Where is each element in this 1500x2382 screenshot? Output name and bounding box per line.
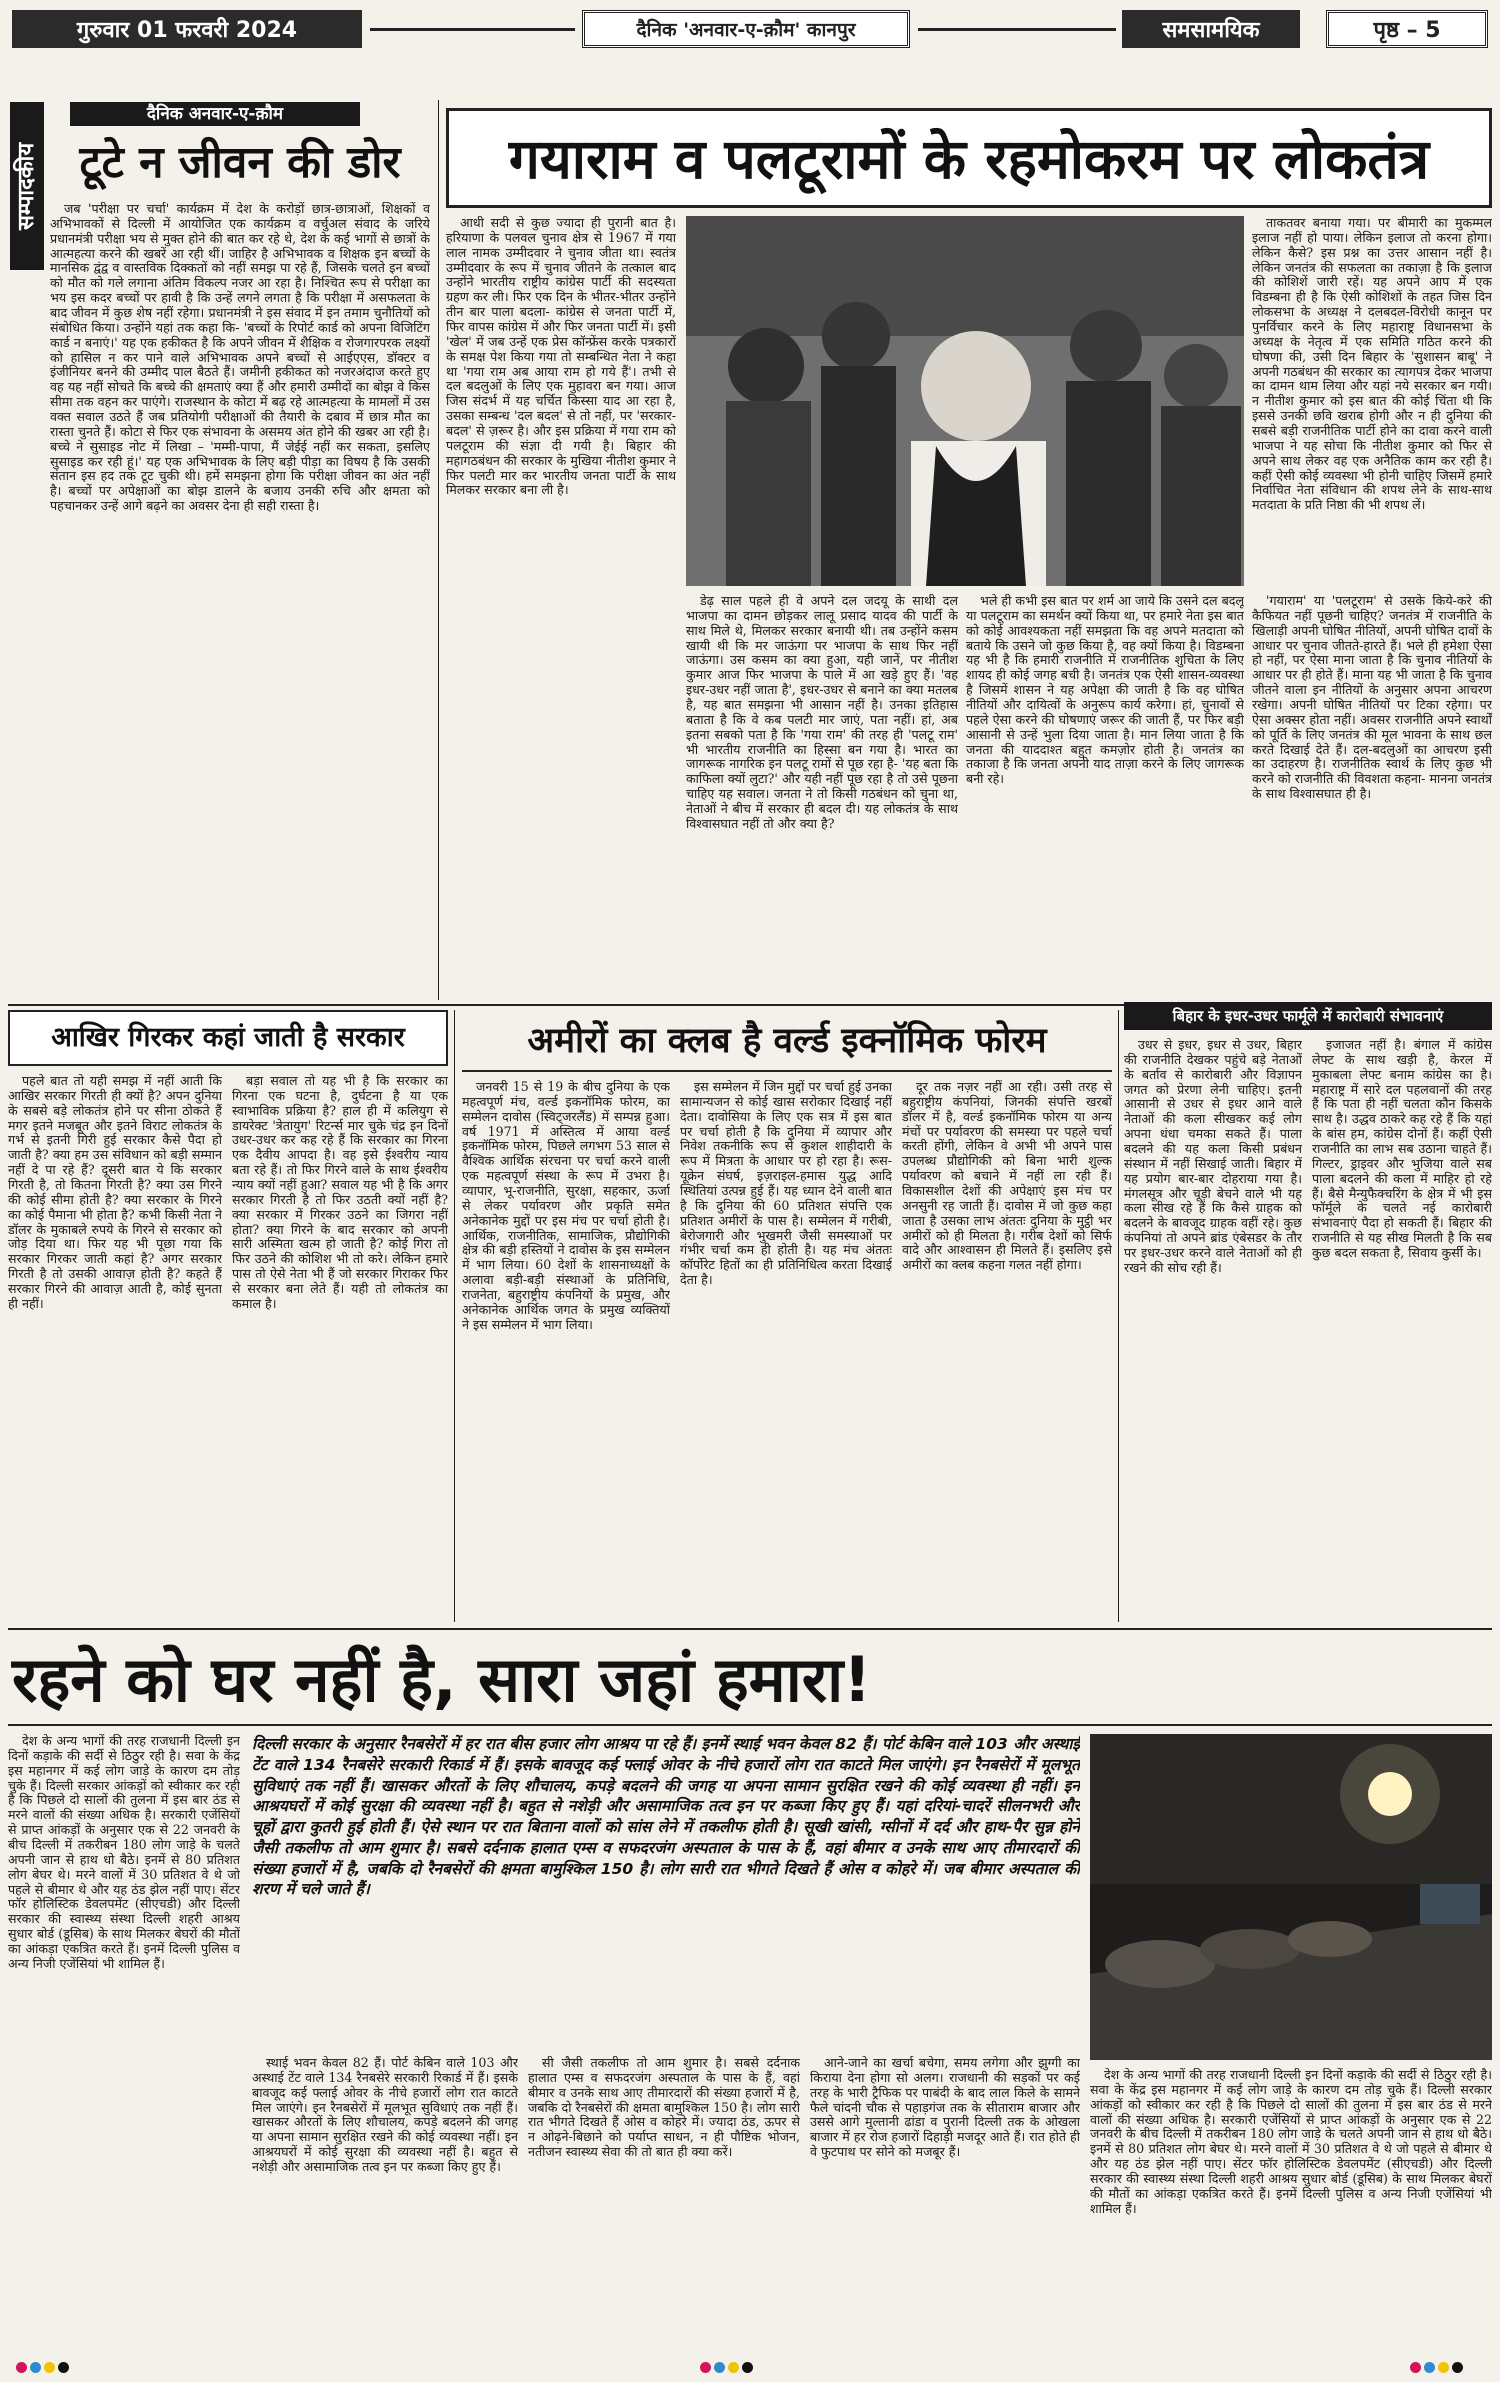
- ghar-text-1: देश के अन्य भागों की तरह राजधानी दिल्ली इन दिनों कड़ाके की सर्दी से ठिठुर रही है। सवा के केंद्र इस महानगर में कई लोग जाड़े के कारण दम तोड़ चुके हैं। दिल्ली सरकार आंकड़ों को स्वीकार कर रही है कि पिछले दो सालों की तुलना में इस बार ठंड से मरने वालों की संख्या अधिक है। सरकारी एजेंसियों से प्राप्त आंकड़ों के अनुसार एक से 22 जनवरी के बीच दिल्ली में तकरीबन 180 लोग जाड़े के चलते अपनी जान से हाथ धो बैठे। इनमें से 80 प्रतिशत लोग बेघर थे। मरने वालों में 30 प्रतिशत वे थे जो पहले से बीमार थे और यह ठंड झेल नहीं पाए। सेंटर फॉर होलिस्टिक डेवलपमेंट (सीएचडी) और दिल्ली सरकार की स्वास्थ्य संस्था दिल्ली शहरी आश्रय सुधार बोर्ड (डूसिब) के साथ मिलकर बेघरों की मौतों का आंकड़ा एकत्रित करते हैं। इनमें दिल्ली पुलिस व अन्य निजी एजेंसियां भी शामिल हैं।: [8, 1734, 240, 1971]
- ghar-text-5: देश के अन्य भागों की तरह राजधानी दिल्ली इन दिनों कड़ाके की सर्दी से ठिठुर रही है। सवा के केंद्र इस महानगर में कई लोग जाड़े के कारण दम तोड़ चुके हैं। दिल्ली सरकार आंकड़ों को स्वीकार कर रही है कि पिछले दो सालों की तुलना में इस बार ठंड से मरने वालों की संख्या अधिक है। सरकारी एजेंसियों से प्राप्त आंकड़ों के अनुसार एक से 22 जनवरी के बीच दिल्ली में तकरीबन 180 लोग जाड़े के चलते अपनी जान से हाथ धो बैठे। इनमें से 80 प्रतिशत लोग बेघर थे। मरने वालों में 30 प्रतिशत वे थे जो पहले से बीमार थे और यह ठंड झेल नहीं पाए। सेंटर फॉर होलिस्टिक डेवलपमेंट (सीएचडी) और दिल्ली सरकार की स्वास्थ्य संस्था दिल्ली शहरी आश्रय सुधार बोर्ड (डूसिब) के साथ मिलकर बेघरों की मौतों का आंकड़ा एकत्रित करते हैं। इनमें दिल्ली पुलिस व अन्य निजी एजेंसियां भी शामिल हैं।: [1090, 2068, 1492, 2216]
- registration-dot: [714, 2362, 725, 2373]
- lead-column-2: [686, 594, 958, 1000]
- registration-dot: [16, 2362, 27, 2373]
- column-rule: [454, 1010, 455, 1622]
- registration-dot: [30, 2362, 41, 2373]
- ghar-text-4: आने-जाने का खर्चा बचेगा, समय लगेगा और झुग्गी का किराया देना होगा सो अलग। राजधानी की सड़कों पर कई तरह के भारी ट्रैफिक पर पाबंदी के बाद लाल किले के सामने फैले चांदनी चौक से पहाड़गंज तक के सीताराम बाजार और उससे आगे मुल्तानी ढांडा व पुरानी दिल्ली तक के ओखला बाजार में हर रोज हजारों दिहाड़ी मजदूर आते हैं। रात होते ही वे फुटपाथ पर सोने को मजबूर हैं।: [810, 2056, 1080, 2160]
- sarkar-column-1: [8, 1074, 222, 1620]
- lead-column-3: [966, 594, 1244, 1000]
- editorial-body: [50, 202, 430, 1000]
- sarkar-column-2: [232, 1074, 448, 1620]
- editorial-text: जब 'परीक्षा पर चर्चा' कार्यक्रम में देश के करोड़ों छात्र-छात्राओं, शिक्षकों व अभिभावकों से दिल्ली में आयोजित एक कार्यक्रम व वर्चुअल संवाद के जरिये प्रधानमंत्री परीक्षा भय से मुक्त होने की बात कर रहे थे, देश के कई भागों से छात्रों के आत्महत्या करने की खबरें आ रही थीं। जाहिर है अभिभावक व शिक्षक इन बच्चों के मानसिक द्वंद्व व वास्तविक दिक्कतों को नहीं समझ पा रहे हैं, जिसके चलते इन बच्चों को मौत को गले लगाना अंतिम विकल्प नजर आ रहा है। निश्चित रूप से परीक्षा का भय इस कदर बच्चों पर हावी है कि उन्हें लगने लगता है कि परीक्षा में असफलता के बाद जीवन में कुछ शेष नहीं रहेगा। प्रधानमंत्री ने इस संवाद में इन तमाम चुनौतियों को संबोधित किया। उन्होंने यहां तक कहा कि- 'बच्चों के रिपोर्ट कार्ड को अपना विजिटिंग कार्ड न बनाएं।' यह एक हकीकत है कि अपने जीवन में शैक्षिक व रोजगारपरक लक्ष्यों को हासिल न कर पाने वाले अभिभावक अपने बच्चों से आईएएस, डॉक्टर व इंजीनियर बनने की उम्मीद पाल बैठते हैं। जमीनी हकीकत को नजरअंदाज करते हुए वह यह नहीं सोचते कि बच्चे की क्षमताएं क्या हैं और हमारी उम्मीदों का बोझ वे किस सीमा तक वहन कर पाएंगे। राजस्थान के कोटा में बढ़ रहे आत्महत्या के मामलों में उस वक्त सवाल उठते हैं जब प्रतियोगी परीक्षाओं की तैयारी के दबाव में छात्र मौत का रास्ता चुनते हैं। कोटा से फिर एक संभावना के असमय अंत होने की खबर आ रही है। बच्चे ने सुसाइड नोट में लिखा – 'मम्मी-पापा, मैं जेईई नहीं कर सकता, इसलिए सुसाइड कर रही हूं।' यह एक अभिभावक के लिए बड़ी पीड़ा का विषय है कि उसकी संतान इस हद तक टूट चुकी थी। हमें समझना होगा कि परीक्षा जीवन का अंत नहीं है। बच्चों पर अपेक्षाओं का बोझ डालने के बजाय उनकी रुचि और क्षमता को पहचानकर उन्हें आगे बढ़ने का अवसर देना ही सही रास्ता है।: [50, 202, 430, 514]
- lead-column-1: [446, 216, 676, 1000]
- registration-dot: [1424, 2362, 1435, 2373]
- lead-text-4: 'गयाराम' या 'पलटूराम' से उसके किये-करे की कैफियत नहीं पूछनी चाहिए? जनतंत्र में राजनीति के खिलाड़ी अपनी घोषित नीतियों, अपनी घोषित दावों के आधार पर चुनाव जीतते-हारते हैं। भले ही हमेशा ऐसा हो नहीं, पर ऐसा माना जाता है कि चुनाव नीतियों के आधार पर ही होते हैं। माना यह भी जाता है कि चुनाव जीतने वाला इन नीतियों के अनुसार अपना आचरण रखेगा। अपनी घोषित नीतियों पर टिका रहेगा। पर ऐसा अक्सर होता नहीं। अवसर राजनीति अपने स्वार्थों को पूर्ति के लिए जनतंत्र की मूल भावना के साथ छल करते दिखाई देते हैं। दल-बदलुओं का आचरण इसी का उदाहरण है। राजनीतिक स्वार्थ के लिए कुछ भी करने को राजनीति की विवशता कहना- मानना जनतंत्र के साथ विश्वासघात ही है।: [1252, 594, 1492, 802]
- bihar-article: [1124, 1002, 1492, 1622]
- lead-column-5: [1252, 216, 1492, 586]
- ghar-column-5: [1090, 2068, 1492, 2342]
- forum-headline: अमीरों का क्लब है वर्ल्ड इक्नॉमिक फोरम: [462, 1010, 1112, 1072]
- ghar-text-3: सी जैसी तकलीफ तो आम शुमार है। सबसे दर्दनाक हालात एम्स व सफदरजंग अस्पताल के पास के हैं, वहां बीमार व उनके साथ आए तीमारदारों की संख्या हजारों में है, जबकि दो रैनबसेरों की क्षमता बामुश्किल 150 है। लोग सारी रात भीगते दिखते हैं ओस व कोहरे में। ज्यादा ठंड, ऊपर से न ओढ़ने-बिछाने को पर्याप्त साधन, न ही पौष्टिक भोजन, नतीजन स्वास्थ्य सेवा की तो बात ही क्या करें।: [528, 2056, 800, 2160]
- date-box: [12, 10, 362, 48]
- ghar-summary: दिल्ली सरकार के अनुसार रैनबसेरों में हर रात बीस हजार लोग आश्रय पा रहे हैं। इनमें स्थाई भवन केवल 82 हैं। पोर्ट केबिन वाले 103 और अस्थाई टेंट वाले 134 रैनबसेरे सरकारी रिकार्ड में हैं। इसके बावजूद कई फ्लाई ओवर के नीचे हजारों लोग रात काटते मिल जाएंगे। इन रैनबसेरों में मूलभूत सुविधाएं तक नहीं हैं। खासकर औरतों के लिए शौचालय, कपड़े बदलने की जगह या अपना सामान सुरक्षित रखने की कोई व्यवस्था ही नहीं। इन आश्रयघरों में कोई सुरक्षा की व्यवस्था नहीं है। बहुत से नशेड़ी और असामाजिक तत्व इन पर कब्जा किए हुए हैं। यहां दरियां-चादरें सीलनभरी और चूहों द्वारा कुतरी हुई होती हैं। ऐसे स्थान पर रात बिताना वालों को सांस लेने में तकलीफ होती है। सूखी खांसी, ग्सीनों में दर्द और हाथ-पैर सुन्न होने जैसी तकलीफ तो आम शुमार है। सबसे दर्दनाक हालात एम्स व सफदरजंग अस्पताल के पास के हैं, वहां बीमार व उनके साथ आए तीमारदारों की संख्या हजारों में है, जबकि दो रैनबसेरों की क्षमता बामुश्किल 150 है। लोग सारी रात भीगते दिखते हैं ओस व कोहरे में। जब बीमार अस्पताल की शरण में चले जाते हैं।: [252, 1735, 1080, 1899]
- registration-dot: [58, 2362, 69, 2373]
- homeless-night-photo-illustration: [1090, 1734, 1492, 2060]
- lead-photo: [686, 216, 1244, 586]
- issue-date: गुरुवार 01 फरवरी 2024: [76, 18, 298, 43]
- ghar-column-4: [810, 2056, 1080, 2342]
- registration-dot: [1452, 2362, 1463, 2373]
- lead-text-5: ताकतवर बनाया गया। पर बीमारी का मुकम्मल इलाज नहीं हो पाया। लेकिन इलाज तो करना होगा। लेकिन कैसे? इस प्रश्न का उत्तर आसान नहीं है। लेकिन जनतंत्र की सफलता का तकाज़ा है कि इलाज की कोशिशें जारी रहें। यह अपने आप में एक विडम्बना ही है कि ऐसी कोशिशों के तहत जिस दिन लोकसभा के अध्यक्ष ने दलबदल-विरोधी कानून पर पुनर्विचार करने के लिए महाराष्ट्र विधानसभा के अध्यक्ष के नेतृत्व में एक समिति गठित करने की घोषणा की, उसी दिन बिहार के 'सुशासन बाबू' ने अपनी गठबंधन की सरकार का त्यागपत्र देकर भाजपा का दामन थाम लिया और यहां नये सरकार बन गयी। न नीतीश कुमार को इस बात की कोई चिंता थी कि इससे उनकी छवि खराब होगी और न ही दुनिया की सबसे बड़ी राजनीतिक पार्टी होने का दावा करने वाली भाजपा ने यह सोचा कि नीतीश कुमार को फिर से अपने साथ लेकर वह एक अनैतिक काम कर रही है। कहीं ऐसी कोई व्यवस्था भी होनी चाहिए जिसमें हमारे निर्वाचित नेता संविधान की शपथ लेने के साथ-साथ मतदाता के प्रति निष्ठा की भी शपथ लें।: [1252, 216, 1492, 513]
- ghar-column-3: [528, 2056, 800, 2342]
- lead-text-1: आधी सदी से कुछ ज्यादा ही पुरानी बात है। हरियाणा के पलवल चुनाव क्षेत्र से 1967 में गया लाल नामक उम्मीदवार ने चुनाव जीता था। स्वतंत्र उम्मीदवार के रूप में चुनाव जीतने के तत्काल बाद उन्होंने भारतीय राष्ट्रीय कांग्रेस पार्टी की सदस्यता ग्रहण कर ली। फिर एक दिन के भीतर-भीतर उन्होंने तीन बार पाला बदला- कांग्रेस से जनता पार्टी में, फिर वापस कांग्रेस में और फिर जनता पार्टी में। इसी 'खेल' में जब उन्हें एक प्रेस कॉन्फ्रेंस करके पत्रकारों के समक्ष पेश किया गया तो सम्बन्धित नेता ने कहा था 'गया राम अब आया राम हो गये हैं'। तभी से दल बदलुओं के लिए एक मुहावरा बन गया। आज जिस संदर्भ में यह चर्चित किस्सा याद आ रहा है, उसका सम्बन्ध 'दल बदल' से तो नहीं, पर 'सरकार-बदल' से ज़रूर है। और इस प्रक्रिया में गया राम को पलटूराम की संज्ञा दी गयी है। बिहार की महागठबंधन की सरकार के मुखिया नीतीश कुमार ने फिर पलटी मार कर भारतीय जनता पार्टी के साथ मिलकर सरकार बना ली है।: [446, 216, 676, 498]
- forum-text-2: इस सम्मेलन में जिन मुद्दों पर चर्चा हुई उनका सामान्यजन से कोई खास सरोकार दिखाई नहीं देता। दावोसिया के लिए एक सत्र में इस बात पर चर्चा होती है कि दुनिया में व्यापार और निवेश तकनीकि रूप से कुशल शाहीदारी के रूप में मित्रता के आधार पर हो रहा है। रूस-यूक्रेन संघर्ष, इज़राइल-हमास युद्ध आदि स्थितियां उत्पन्न हुई हैं। यह ध्यान देने वाली बात है कि दुनिया की 60 प्रतिशत संपत्ति एक प्रतिशत अमीरों के पास है। सम्मेलन में गरीबी, बेरोजगारी और भुखमरी जैसी समस्याओं पर गंभीर चर्चा कम ही होती है। यह मंच अंततः कॉर्पोरेट हितों का ही प्रतिनिधित्व करता दिखाई देता है।: [680, 1080, 892, 1288]
- lead-article: [446, 100, 1492, 1000]
- masthead: [0, 0, 1500, 58]
- ghar-photo: [1090, 1734, 1492, 2060]
- forum-article: [462, 1010, 1112, 1622]
- ghar-column-2: [252, 2056, 518, 2342]
- ghar-text-2: स्थाई भवन केवल 82 हैं। पोर्ट केबिन वाले 103 और अस्थाई टेंट वाले 134 रैनबसेरे सरकारी रिकार्ड में हैं। इसके बावजूद कई फ्लाई ओवर के नीचे हजारों लोग रात काटते मिल जाएंगे। इन रैनबसेरों में मूलभूत सुविधाएं तक नहीं हैं। खासकर औरतों के लिए शौचालय, कपड़े बदलने की जगह या अपना सामान सुरक्षित रखने की कोई व्यवस्था नहीं। इन आश्रयघरों में कोई सुरक्षा की व्यवस्था नहीं है। बहुत से नशेड़ी और असामाजिक तत्व इन पर कब्जा किए हुए हैं।: [252, 2056, 518, 2175]
- color-registration-marks-center: [700, 2358, 820, 2374]
- registration-dot: [1438, 2362, 1449, 2373]
- ghar-headline: रहने को घर नहीं है, सारा जहां हमारा!: [8, 1634, 1492, 1726]
- bihar-headline: बिहार के इधर-उधर फार्मूले में कारोबारी संभावनाएं: [1124, 1002, 1492, 1030]
- bihar-text-2: इजाजत नहीं है। बंगाल में कांग्रेस लेफ्ट के साथ खड़ी है, केरल में मुकाबला लेफ्ट बनाम कांग्रेस का है। महाराष्ट्र में सारे दल पहलवानों की तरह हैं कि पता ही नहीं चलता कौन किसके साथ है। उद्धव ठाकरे कह रहे हैं कि यहां के बांस हम, कांग्रेस दोनों हैं। कहीं ऐसी राजनीति का लाभ सब उठाना चाहते हैं। गिल्टर, ड्राइवर और भुजिया वाले सब पाला बदलने की कला में माहिर हो रहे हैं। बैसे मैन्युफैक्चरिंग के क्षेत्र में भी इस फॉर्मूले के चलते नई कारोबारी संभावनाएं पैदा हो सकती हैं। बिहार की राजनीति से यह सीख मिलती है कि सब कुछ बदल सकता है, सिवाय कुर्सी के।: [1312, 1038, 1492, 1261]
- forum-text-3: दूर तक नज़र नहीं आ रही। उसी तरह से बहुराष्ट्रीय कंपनियां, जिनकी संपत्ति खरबों डॉलर में है, वर्ल्ड इकनॉमिक फोरम या अन्य मंचों पर पर्यावरण की समस्या पर पहले चर्चा करती होंगी, लेकिन वे अभी भी अपने पास उपलब्ध प्रौद्योगिकी को बिना भारी शुल्क पर्यावरण को बचाने में नहीं ला रही हैं। विकासशील देशों की अपेक्षाएं इस मंच पर अनसुनी रह जाती हैं। दावोस में जो कुछ कहा जाता है उसका लाभ अंततः दुनिया के मुट्ठी भर अमीरों को ही मिलता है। गरीब देशों को सिर्फ वादे और आश्वासन ही मिलते हैं। इसलिए इसे अमीरों का क्लब कहना गलत नहीं होगा।: [902, 1080, 1112, 1273]
- sarkar-text-1: पहले बात तो यही समझ में नहीं आती कि आखिर सरकार गिरती ही क्यों है? अपन दुनिया के सबसे बड़े लोकतंत्र होने पर सीना ठोकते हैं मगर इतने मजबूत और इतने विराट लोकतंत्र के गर्भ से इतनी गिरी हुई सरकार कैसे पैदा हो जाती है? क्या हम उस संविधान को बड़ी सम्मान नहीं दे पा रहे हैं? दूसरी बात ये कि सरकार गिरती है, तो कितना गिरती है? क्या उस गिरने की कोई सीमा होती है? क्या सरकार के गिरने का कोई पैमाना भी होता है? कभी किसी नेता ने डॉलर के मुकाबले रुपये के गिरने से सरकार को जोड़ दिया था। फिर यह भी पूछा गया कि सरकार गिरकर जाती कहां है? अगर सरकार गिरती है तो उसकी आवाज़ होती है? कहते हैं सरकार गिरने की आवाज़ आती है, कोई सुनता ही नहीं।: [8, 1074, 222, 1311]
- registration-dot: [742, 2362, 753, 2373]
- color-registration-marks-right: [1410, 2358, 1490, 2374]
- editorial-tab: [10, 102, 44, 270]
- sarkar-article: [8, 1010, 448, 1622]
- forum-column-3: [902, 1080, 1112, 1620]
- column-rule: [438, 100, 439, 1000]
- registration-dot: [1410, 2362, 1421, 2373]
- lead-column-4: [1252, 594, 1492, 1000]
- bihar-column-2: [1312, 1038, 1492, 1620]
- editorial-article: [10, 102, 430, 1002]
- bihar-column-1: [1124, 1038, 1302, 1620]
- registration-dot: [728, 2362, 739, 2373]
- editorial-tab-label: सम्पादकीय: [14, 142, 39, 230]
- crowd-photo-illustration: [686, 216, 1244, 586]
- page-number: पृष्ठ – 5: [1373, 18, 1441, 43]
- section-box: [1122, 10, 1300, 48]
- registration-dot: [44, 2362, 55, 2373]
- forum-text-1: जनवरी 15 से 19 के बीच दुनिया के एक महत्वपूर्ण मंच, वर्ल्ड इकनॉमिक फोरम, का सम्मेलन दावोस (स्विट्जरलैंड) में सम्पन्न हुआ। वर्ष 1971 में अस्तित्व में आया वर्ल्ड इकनॉमिक फोरम, पिछले लगभग 53 साल से वैश्विक आर्थिक संरचना पर चर्चा करने वाली एक महत्वपूर्ण संस्था के रूप में उभरा है। व्यापार, भू-राजनीति, सुरक्षा, सहकार, ऊर्जा से लेकर पर्यावरण और प्रकृति समेत अनेकानेक मुद्दों पर इस मंच पर चर्चा होती है। आर्थिक, राजनीतिक, सामाजिक, प्रौद्योगिकी क्षेत्र की बड़ी हस्तियों ने दावोस के इस सम्मेलन में भाग लिया। 60 देशों के शासनाध्यक्षों के अलावा बड़ी-बड़ी संस्थाओं के प्रतिनिधि, राजनेता, बहुराष्ट्रीय कंपनियों के प्रमुख, और अनेकानेक आर्थिक जगत के प्रमुख व्यक्तियों ने इस सम्मेलन में भाग लिया।: [462, 1080, 670, 1332]
- editorial-title: टूटे न जीवन की डोर: [79, 137, 401, 188]
- column-rule: [1118, 1010, 1119, 1622]
- color-registration-marks-left: [16, 2358, 136, 2374]
- editorial-paper-label: दैनिक अनवार-ए-क़ौम: [70, 102, 360, 126]
- masthead-rule-right: [918, 28, 1116, 31]
- registration-dot: [700, 2362, 711, 2373]
- lead-headline: गयाराम व पलटूरामों के रहमोकरम पर लोकतंत्र: [446, 108, 1492, 208]
- lead-text-3: भले ही कभी इस बात पर शर्म आ जाये कि उसने दल बदलू या पलटूराम का समर्थन क्यों किया था, पर हमारे नेता इस बात को कोई आवश्यकता नहीं समझता कि वह अपने मतदाता को बताये कि उसने जो कुछ किया है, वह क्यों किया है। विडम्बना यह भी है कि हमारी राजनीति में राजनीतिक शुचिता के लिए शायद ही कोई जगह बची है। जनतंत्र एक ऐसी शासन-व्यवस्था है जिसमें शासन ने यह अपेक्षा की जाती है कि वह घोषित नीतियों और दायित्वों के अनुरूप कार्य करेगा। हां, चुनावों से पहले ऐसा करने की घोषणाएं जरूर की जाती हैं, पर फिर बड़ी आसानी से उन्हें भुला दिया जाता है। मान लिया जाता है कि जनता की याददाश्त बहुत कमज़ोर होती है। जनतंत्र का तकाजा है कि जनता अपनी याद ताज़ा करने के लिए जागरूक बनी रहे।: [966, 594, 1244, 787]
- page-number-box: [1326, 10, 1488, 48]
- bihar-text-1: उधर से इधर, इधर से उधर, बिहार की राजनीति देखकर पहुंचे बड़े नेताओं के बर्ताव से कारोबारी और विज्ञापन जगत को प्रेरणा लेनी चाहिए। इतनी आसानी से उधर से इधर आने वाले नेताओं की कला सीखकर कई लोग अपना धंधा चमका सकते हैं। पाला बदलने की यह कला किसी प्रबंधन संस्थान में नहीं सिखाई जाती। बिहार में यह प्रयोग बार-बार दोहराया गया है। मंगलसूत्र और चूड़ी बेचने वाले भी यह कला सीख रहे हैं कि कैसे ग्राहक को बदलने के बावजूद ग्राहक वहीं रहे। कुछ कंपनियां तो अपने ब्रांड एंबेसडर के तौर पर इधर-उधर करने वाले नेताओं को ही रखने की सोच रही हैं।: [1124, 1038, 1302, 1275]
- paper-name: दैनिक 'अनवार-ए-क़ौम' कानपुर: [636, 19, 856, 41]
- ghar-article: [8, 1634, 1492, 2346]
- ghar-column-1: [8, 1734, 240, 2342]
- forum-column-2: [680, 1080, 892, 1620]
- paper-name-box: [582, 10, 910, 48]
- sarkar-headline: आखिर गिरकर कहां जाती है सरकार: [8, 1010, 448, 1066]
- sarkar-text-2: बड़ा सवाल तो यह भी है कि सरकार का गिरना एक घटना है, दुर्घटना है या एक स्वाभाविक प्रक्रिया है? हाल ही में कलियुग से डायरेक्ट 'त्रेतायुग' रिटर्न्स मार चुके चंद्र इन दिनों उधर-उधर कर कह रहे हैं कि सरकार का गिरना एक दैवीय आपदा है। वह इसे ईश्वरीय न्याय बता रहे हैं। तो फिर गिरने वाले के साथ ईश्वरीय न्याय क्यों नहीं हुआ? सवाल यह भी है कि अगर सरकार गिरती है तो फिर उठती क्यों नहीं है? क्या सरकार में गिरकर उठने का जिगरा नहीं होता? क्या गिरने के बाद सरकार को अपनी सारी अस्मिता खत्म हो जाती है? कोई गिरा तो फिर उठने की कोशिश भी तो करे। लेकिन हमारे पास तो ऐसे नेता भी हैं जो सरकार गिराकर फिर से सरकार बना लेते हैं। यही तो लोकतंत्र का कमाल है।: [232, 1074, 448, 1311]
- masthead-rule-left: [370, 28, 575, 31]
- section-name: समसामयिक: [1162, 18, 1260, 43]
- horizontal-rule: [8, 1628, 1492, 1630]
- forum-column-1: [462, 1080, 670, 1620]
- lead-text-2: डेढ़ साल पहले ही वे अपने दल जदयू के साथी दल भाजपा का दामन छोड़कर लालू प्रसाद यादव की पार्टी के साथ मिले थे, मिलकर सरकार बनायी थी। तब उन्होंने कसम खायी थी कि मर जाऊंगा पर भाजपा के साथ फिर नहीं जाऊंगा। उस कसम का क्या हुआ, यही जानें, पर नीतीश कुमार आज फिर भाजपा के पाले में आ खड़े हुए हैं। 'वह इधर-उधर नहीं जाता है', इधर-उधर से बनाने का क्या मतलब है, यह बात समझना भी आसान नहीं है। उनका इतिहास बताता है कि वे कब पलटी मार जाएं, पता नहीं। हां, अब इतना सबको पता है कि 'गया राम' की तरह ही 'पलटू राम' भी भारतीय राजनीति का हिस्सा बन गया है। भारत का जागरूक नागरिक इन पलटू रामों से पूछ रहा है- 'यह बता कि काफिला क्यों लुटा?' और यही नहीं पूछ रहा है तो उसे पूछना चाहिए यह सवाल। जनता ने तो किसी गठबंधन को चुना था, नेताओं ने बीच में सरकार ही बदल दी। यह लोकतंत्र के साथ विश्वासघात नहीं तो और क्या है?: [686, 594, 958, 831]
